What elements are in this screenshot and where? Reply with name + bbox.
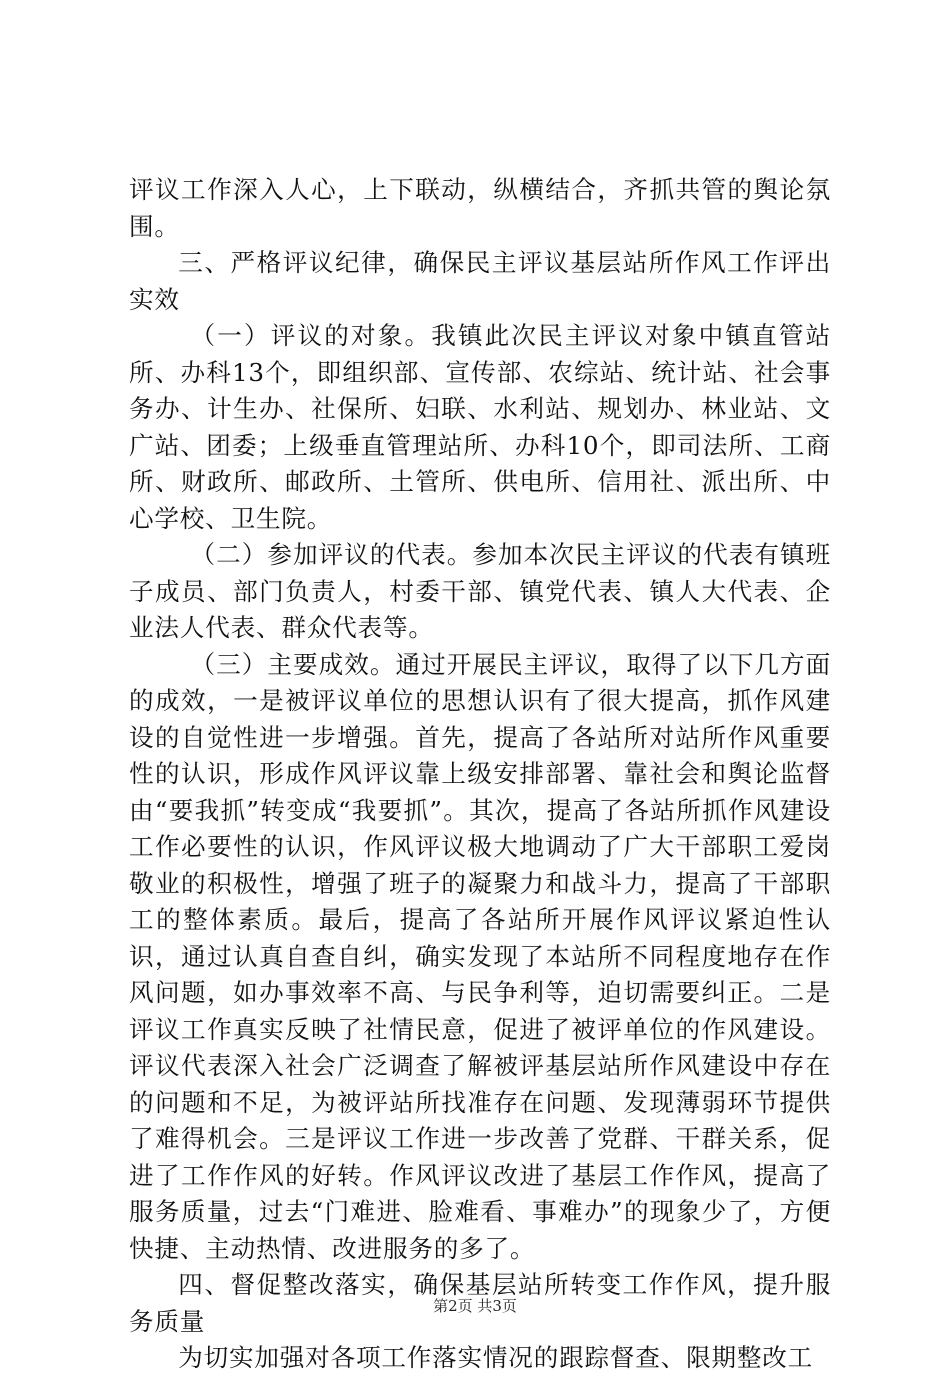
document-body — [129, 172, 831, 1377]
section-heading-four: 四、督促整改落实，确保基层站所转变工作作风，提升服务质量 — [129, 1270, 831, 1336]
paragraph-review-representatives: （二）参加评议的代表。参加本次民主评议的代表有镇班子成员、部门负责人，村委干部、镇党代表、镇人大代表、企业法人代表、群众代表等。 — [129, 540, 831, 642]
paragraph-continuation: 评议工作深入人心，上下联动，纵横结合，齐抓共管的舆论氛围。 — [129, 175, 831, 241]
page-number-footer: 第2页 共3页 — [433, 1297, 517, 1315]
paragraph-review-targets: （一）评议的对象。我镇此次民主评议对象中镇直管站所、办科13个，即组织部、宣传部、农综站、统计站、社会事务办、计生办、社保所、妇联、水利站、规划办、林业站、文广站、团委；上级垂直管理站所、办科10个，即司法所、工商所、财政所、邮政所、土管所、供电所、信用社、派出所、中心学校、卫生院。 — [129, 321, 831, 533]
paragraph-rectification: 为切实加强对各项工作落实情况的跟踪督查、限期整改工 — [178, 1343, 814, 1372]
section-heading-three: 三、严格评议纪律，确保民主评议基层站所作风工作评出实效 — [129, 248, 831, 314]
paragraph-main-results: （三）主要成效。通过开展民主评议，取得了以下几方面的成效，一是被评议单位的思想认识有了很大提高，抓作风建设的自觉性进一步增强。首先，提高了各站所对站所作风重要性的认识，形成作风评议靠上级安排部署、靠社会和舆论监督由“要我抓”转变成“我要抓”。其次，提高了各站所抓作风建设工作必要性的认识，作风评议极大地调动了广大干部职工爱岗敬业的积极性，增强了班子的凝聚力和战斗力，提高了干部职工的整体素质。最后，提高了各站所开展作风评议紧迫性认识，通过认真自查自纠，确实发现了本站所不同程度地存在作风问题，如办事效率不高、与民争利等，迫切需要纠正。二是评议工作真实反映了社情民意，促进了被评单位的作风建设。评议代表深入社会广泛调查了解被评基层站所作风建设中存在的问题和不足，为被评站所找准存在问题、发现薄弱环节提供了难得机会。三是评议工作进一步改善了党群、干群关系，促进了工作作风的好转。作风评议改进了基层工作作风，提高了服务质量，过去“门难进、脸难看、事难办”的现象少了，方便快捷、主动热情、改进服务的多了。 — [129, 649, 831, 1263]
